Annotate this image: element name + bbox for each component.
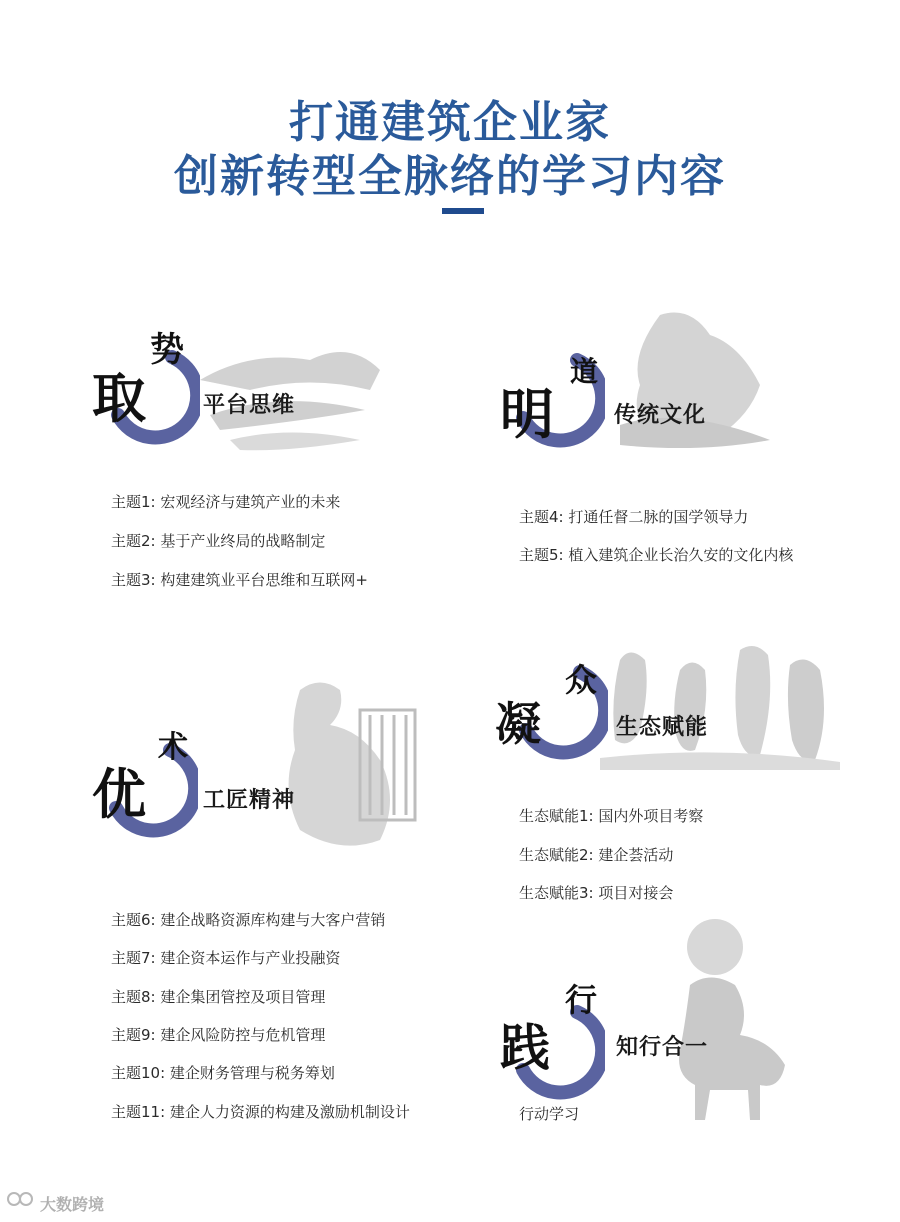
list-item: 主题9: 建企风险防控与危机管理 — [111, 1026, 326, 1044]
title-divider — [442, 208, 484, 214]
ink-figure-illustration — [600, 305, 780, 455]
watermark-logo-icon — [6, 1188, 36, 1210]
calligraphy-main-char: 践 — [500, 1018, 550, 1077]
list-item: 主题2: 基于产业终局的战略制定 — [111, 532, 326, 550]
list-item: 主题11: 建企人力资源的构建及激励机制设计 — [111, 1103, 410, 1121]
watermark-text: 大数跨境 — [40, 1195, 105, 1214]
calligraphy-main-char: 取 — [92, 366, 146, 430]
list-item: 主题6: 建企战略资源库构建与大客户营销 — [111, 911, 386, 929]
list-item: 主题1: 宏观经济与建筑产业的未来 — [111, 493, 341, 511]
list-item: 主题3: 构建建筑业平台思维和互联网+ — [111, 571, 368, 589]
calligraphy-main-char: 凝 — [495, 697, 541, 751]
section-heading: 知行合一 — [616, 1035, 709, 1060]
section-heading: 平台思维 — [203, 393, 296, 418]
calligraphy-small-char: 行 — [565, 981, 598, 1019]
section-heading: 工匠精神 — [203, 788, 296, 813]
calligraphy-main-char: 明 — [500, 382, 554, 446]
ink-rider-illustration — [650, 915, 800, 1125]
ink-scholars-illustration — [600, 640, 840, 770]
list-item: 主题10: 建企财务管理与税务筹划 — [111, 1064, 335, 1082]
list-item: 行动学习 — [519, 1105, 580, 1123]
calligraphy-small-char: 道 — [570, 355, 599, 388]
section-heading: 传统文化 — [614, 403, 707, 428]
page-title-line2: 创新转型全脉络的学习内容 — [174, 151, 726, 202]
list-item: 生态赋能1: 国内外项目考察 — [519, 807, 704, 825]
list-item: 生态赋能2: 建企荟活动 — [519, 846, 674, 864]
calligraphy-main-char: 优 — [92, 762, 146, 826]
list-item: 主题7: 建企资本运作与产业投融资 — [111, 949, 341, 967]
page-title-line1: 打通建筑企业家 — [289, 97, 611, 148]
list-item: 生态赋能3: 项目对接会 — [519, 884, 674, 902]
list-item: 主题4: 打通任督二脉的国学领导力 — [519, 508, 749, 526]
ink-craftsman-illustration — [260, 670, 430, 860]
list-item: 主题8: 建企集团管控及项目管理 — [111, 988, 326, 1006]
list-item: 主题5: 植入建筑企业长治久安的文化内核 — [519, 546, 794, 564]
calligraphy-small-char: 势 — [150, 330, 184, 370]
calligraphy-small-char: 术 — [158, 730, 188, 765]
section-heading: 生态赋能 — [616, 715, 709, 740]
calligraphy-small-char: 众 — [565, 661, 598, 699]
